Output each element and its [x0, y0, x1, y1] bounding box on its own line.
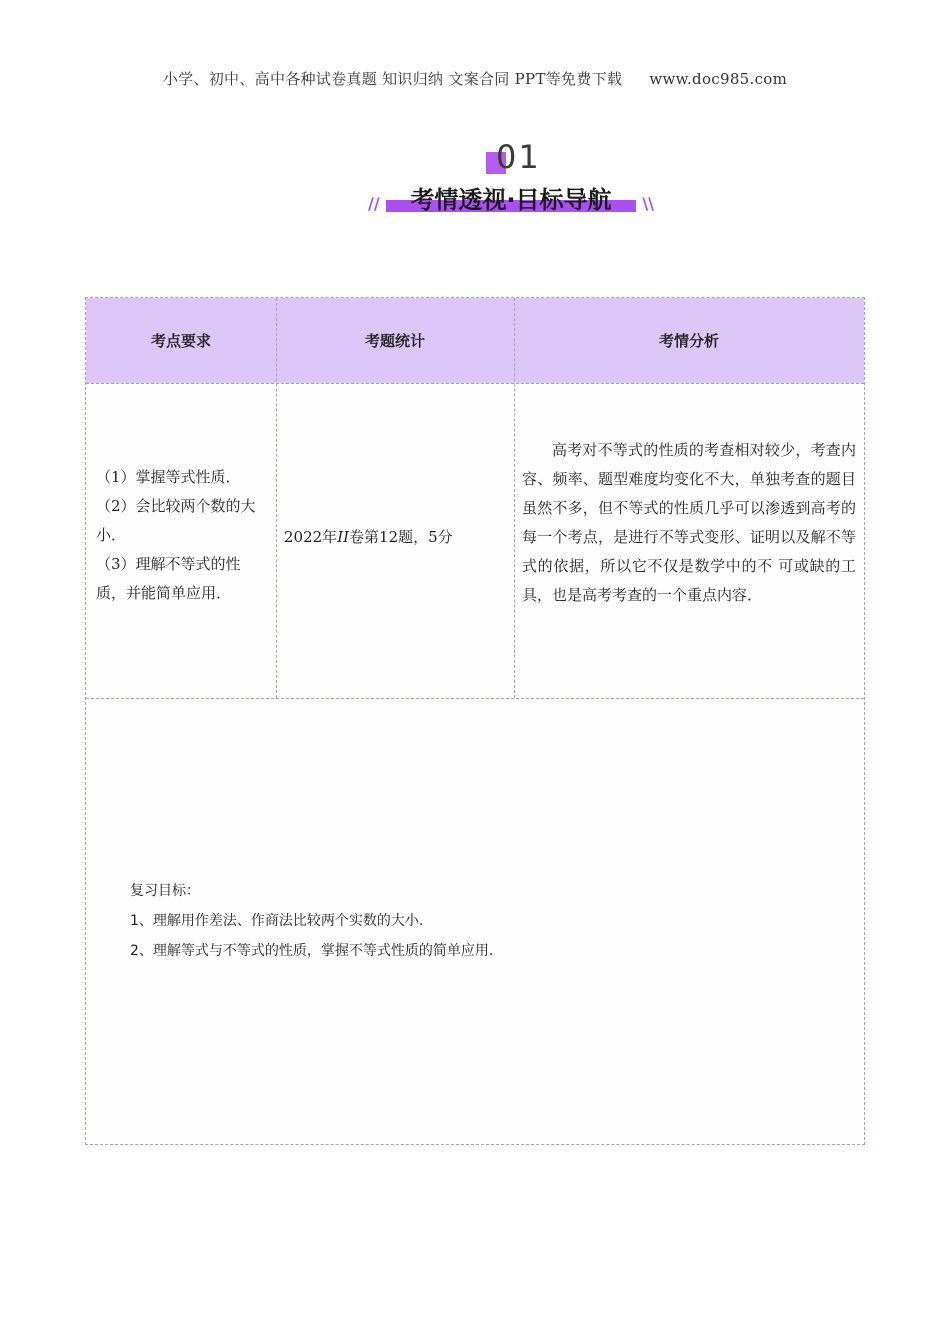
header-analysis: 考情分析	[658, 332, 719, 350]
page-header	[0, 68, 950, 89]
section-number-badge	[486, 138, 546, 178]
section-title-banner	[366, 178, 656, 218]
header-requirements: 考点要求	[150, 332, 211, 350]
requirement-item: （1）掌握等式性质．	[96, 468, 241, 486]
requirement-item: （2）会比较两个数的大小．	[96, 497, 256, 544]
stat-paper: II	[337, 528, 350, 546]
row-divider	[86, 383, 864, 384]
column-divider	[276, 298, 277, 698]
header-statistics: 考题统计	[364, 332, 425, 350]
requirement-item: （3）理解不等式的性质，并能简单应用．	[96, 555, 241, 602]
section-number: 01	[496, 138, 541, 176]
table-header-row	[86, 298, 864, 383]
right-slash-decoration: \\	[642, 194, 654, 213]
stat-year: 2022年	[284, 528, 338, 546]
section-title: 考情透视·目标导航	[410, 186, 612, 214]
row-divider	[86, 698, 864, 699]
statistics-cell	[284, 523, 514, 552]
review-goal-item: 2、理解等式与不等式的性质，掌握不等式性质的简单应用.	[130, 943, 494, 959]
header-site-link[interactable]: www.doc985.com	[649, 70, 788, 88]
exam-analysis-table	[85, 297, 865, 1145]
header-text: 小学、初中、高中各种试卷真题 知识归纳 文案合同 PPT等免费下载	[162, 70, 623, 88]
review-goal-item: 1、理解用作差法、作商法比较两个实数的大小.	[130, 913, 424, 929]
analysis-cell: 高考对不等式的性质的考查相对较少，考查内容、频率、题型难度均变化不大，单独考查的题目虽然不多，但不等式的性质几乎可以渗透到高考的每一个考点，是进行不等式变形、证明以及解不等式的依据，所以它不仅是数学中的不 可或缺的工具，也是高考考查的一个重点内容．	[522, 441, 856, 604]
left-slash-decoration: //	[368, 194, 380, 213]
requirements-cell	[96, 463, 268, 608]
column-divider	[514, 298, 515, 698]
review-goals	[130, 876, 830, 966]
stat-detail: 卷第12题，5分	[349, 528, 453, 546]
review-goals-title: 复习目标：	[130, 883, 200, 899]
